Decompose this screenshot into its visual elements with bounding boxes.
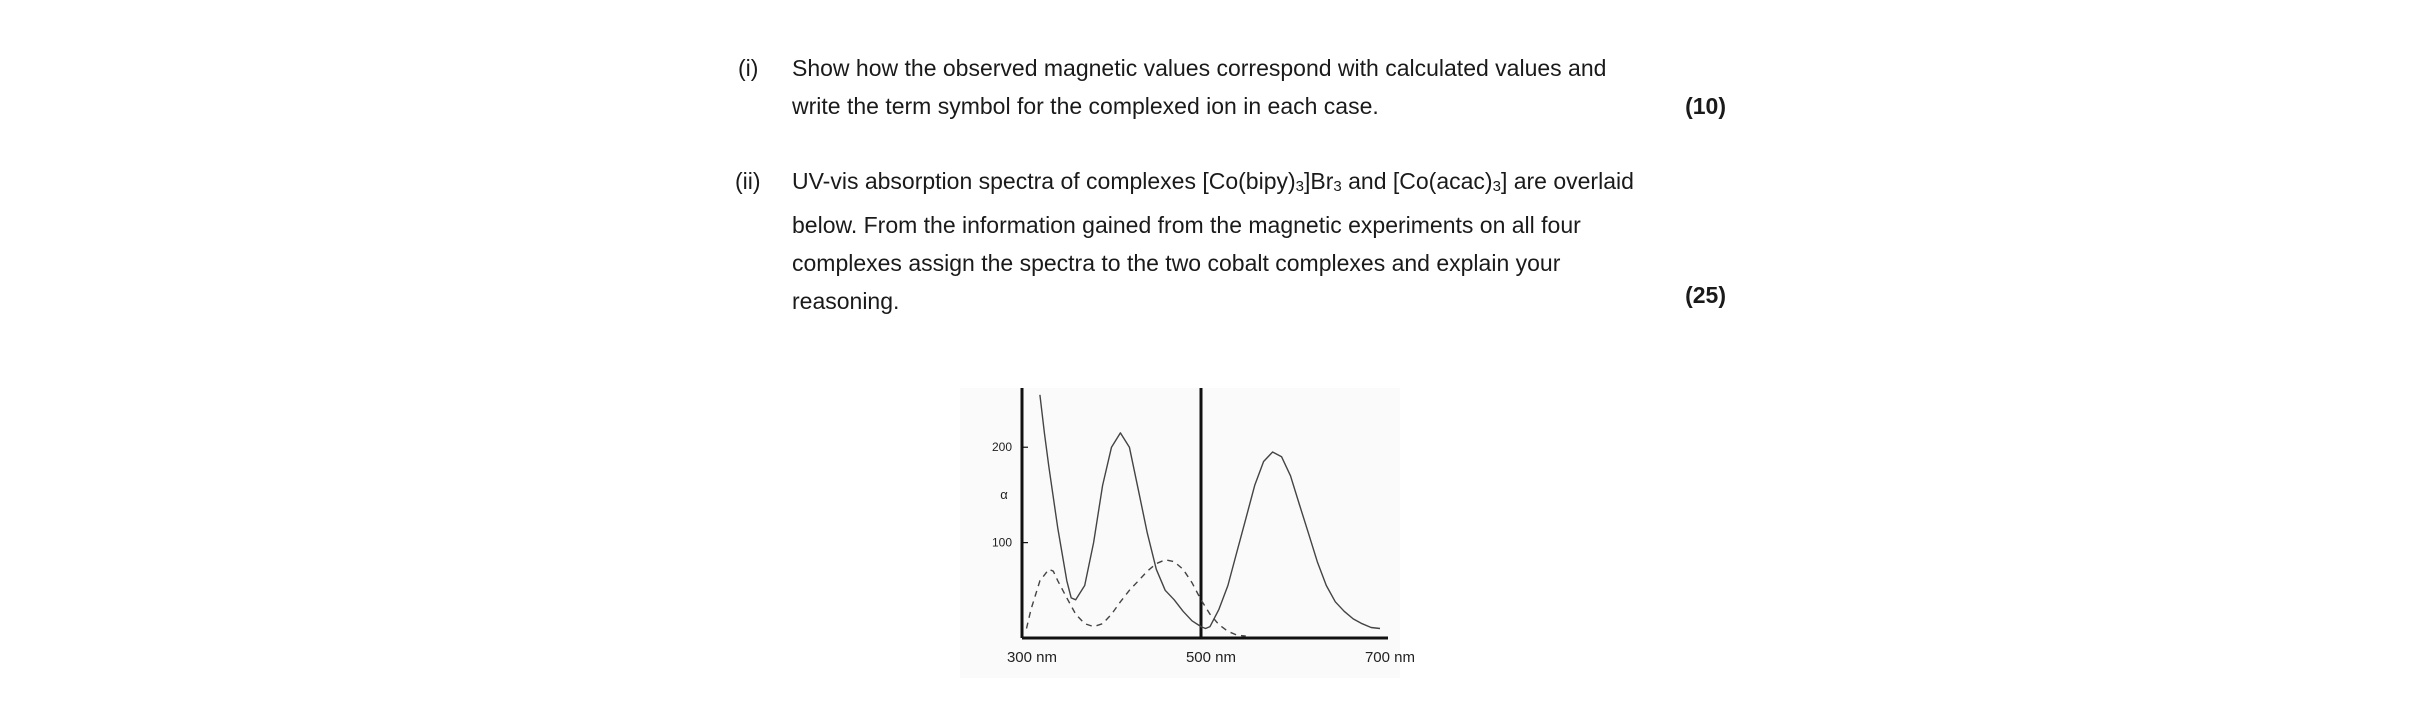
question-ii-marks: (25): [1685, 282, 1726, 308]
question-ii-text: [792, 162, 1692, 320]
question-i-line-2: write the term symbol for the complexed ion in each case.: [792, 93, 1379, 119]
question-ii-line-3: complexes assign the spectra to the two cobalt complexes and explain your: [792, 250, 1561, 276]
question-ii-marker: (ii): [735, 168, 761, 194]
y-tick-label: 200: [991, 440, 1012, 455]
x-tick-label: 500 nm: [1185, 649, 1237, 666]
question-i-marks: (10): [1685, 93, 1726, 119]
uv-vis-spectrum-chart: [960, 380, 1430, 690]
question-ii-line-4: reasoning.: [792, 288, 900, 314]
question-ii-line-1: UV-vis absorption spectra of complexes [Co(bipy)3]Br3 and [Co(acac)3] are overlaid: [792, 168, 1634, 195]
y-axis-label: α: [1000, 486, 1008, 502]
x-tick-label: 700 nm: [1364, 649, 1416, 666]
question-i-text: [792, 49, 1692, 125]
question-i-marker: (i): [738, 55, 759, 81]
question-ii-line-2: below. From the information gained from the magnetic experiments on all four: [792, 212, 1581, 238]
question-i-line-1: Show how the observed magnetic values correspond with calculated values and: [792, 55, 1607, 81]
y-tick-label: 100: [991, 535, 1012, 550]
x-tick-label: 300 nm: [1006, 649, 1058, 666]
